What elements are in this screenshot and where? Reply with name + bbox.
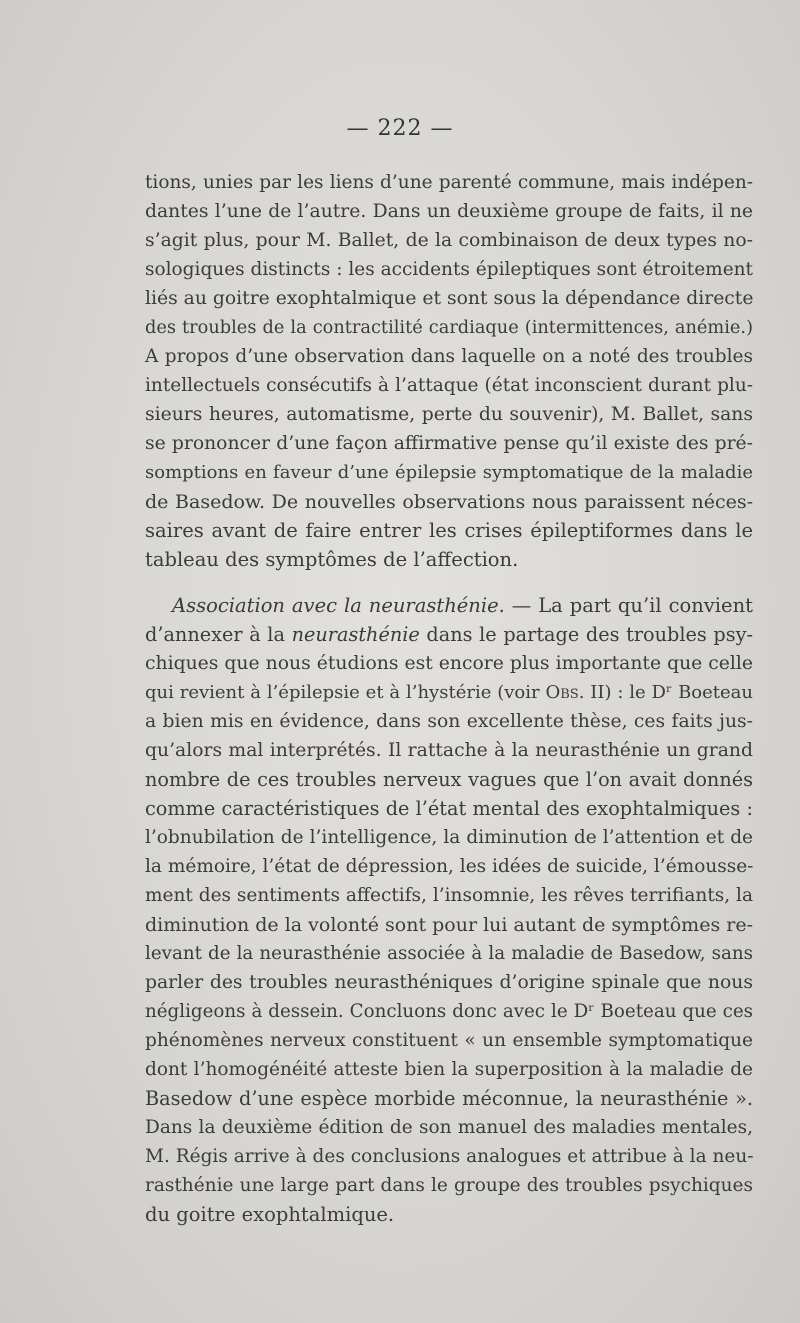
text-line: tableau des symptômes de l’affection. [145,548,519,571]
text-line: dantes l’une de l’autre. Dans un deuxième groupe de faits, il ne [145,201,753,222]
section-heading: Association avec la neurasthénie. [172,594,505,617]
text-line: ment des sentiments affectifs, l’insomnie, les rêves terrifiants, la [145,885,753,906]
text-line: la mémoire, l’état de dépression, les idées de suicide, l’émousse- [145,856,754,877]
text-line: Dans la deuxième édition de son manuel des maladies mentales, [145,1117,753,1138]
text-line: rasthénie une large part dans le groupe des troubles psychiques [145,1175,753,1196]
text-line: sieurs heures, automatisme, perte du souvenir), M. Ballet, sans [145,404,753,425]
text-line [145,680,753,706]
text-line: liés au goitre exophtalmique et sont sous la dépendance directe [145,288,754,309]
text-line: parler des troubles neurasthéniques d’origine spinale que nous [145,972,753,993]
text-line: levant de la neurasthénie associée à la maladie de Basedow, sans [145,943,753,964]
text-fragment: d’annexer à la [145,623,292,646]
text-line: se prononcer d’une façon affirmative pense qu’il existe des pré- [145,433,753,454]
text-line: qu’alors mal interprétés. Il rattache à la neurasthénie un grand [145,740,753,761]
text-fragment: . II) : le Dʳ Boeteau [578,682,753,703]
text-line: tions, unies par les liens d’une parenté commune, mais indépen- [145,172,753,193]
section-first-line [172,593,753,619]
text-line: intellectuels consécutifs à l’attaque (état inconscient durant plu- [145,375,753,396]
text-line: nombre de ces troubles nerveux vagues que l’on avait donnés [145,768,753,791]
text-line: dont l’homogénéité atteste bien la superposition à la maladie de [145,1059,753,1080]
text-line: l’obnubilation de l’intelligence, la diminution de l’attention et de [145,827,753,848]
text-line: des troubles de la contractilité cardiaque (intermittences, anémie.) [145,318,753,338]
text-fragment: qui revient à l’épilepsie et à l’hystérie (voir [145,682,546,703]
text-line: du goitre exophtalmique. [145,1203,395,1226]
text-line: A propos d’une observation dans laquelle on a noté des troubles [145,346,753,367]
text-line: M. Régis arrive à des conclusions analogues et attribue à la neu- [145,1146,754,1167]
page-number: — 222 — [346,116,454,141]
text-fragment: — La part qu’il convient [504,594,753,617]
text-line: comme caractéristiques de l’état mental des exophtalmiques : [145,797,753,820]
text-line: s’agit plus, pour M. Ballet, de la combinaison de deux types no- [145,230,753,251]
obs-reference: Obs [545,682,579,703]
text-line: diminution de la volonté sont pour lui autant de symptômes re- [145,914,753,936]
text-line: saires avant de faire entrer les crises épileptiformes dans le [145,519,753,542]
text-line: Basedow d’une espèce morbide méconnue, la neurasthénie ». [145,1087,753,1110]
text-line: de Basedow. De nouvelles observations nous paraissent néces- [145,491,753,513]
text-line: sologiques distincts : les accidents épileptiques sont étroitement [145,259,753,280]
emphasis-term: neurasthénie [291,623,420,646]
text-fragment: dans le partage des troubles psy- [419,623,753,646]
text-line: négligeons à dessein. Concluons donc avec le Dʳ Boeteau que ces [145,1001,753,1022]
text-line: chiques que nous étudions est encore plus importante que celle [145,653,753,674]
text-line [145,622,753,648]
text-line: somptions en faveur d’une épilepsie symptomatique de la maladie [145,462,753,483]
text-line: a bien mis en évidence, dans son excellente thèse, ces faits jus- [145,711,753,732]
text-line: phénomènes nerveux constituent « un ensemble symptomatique [145,1030,753,1051]
